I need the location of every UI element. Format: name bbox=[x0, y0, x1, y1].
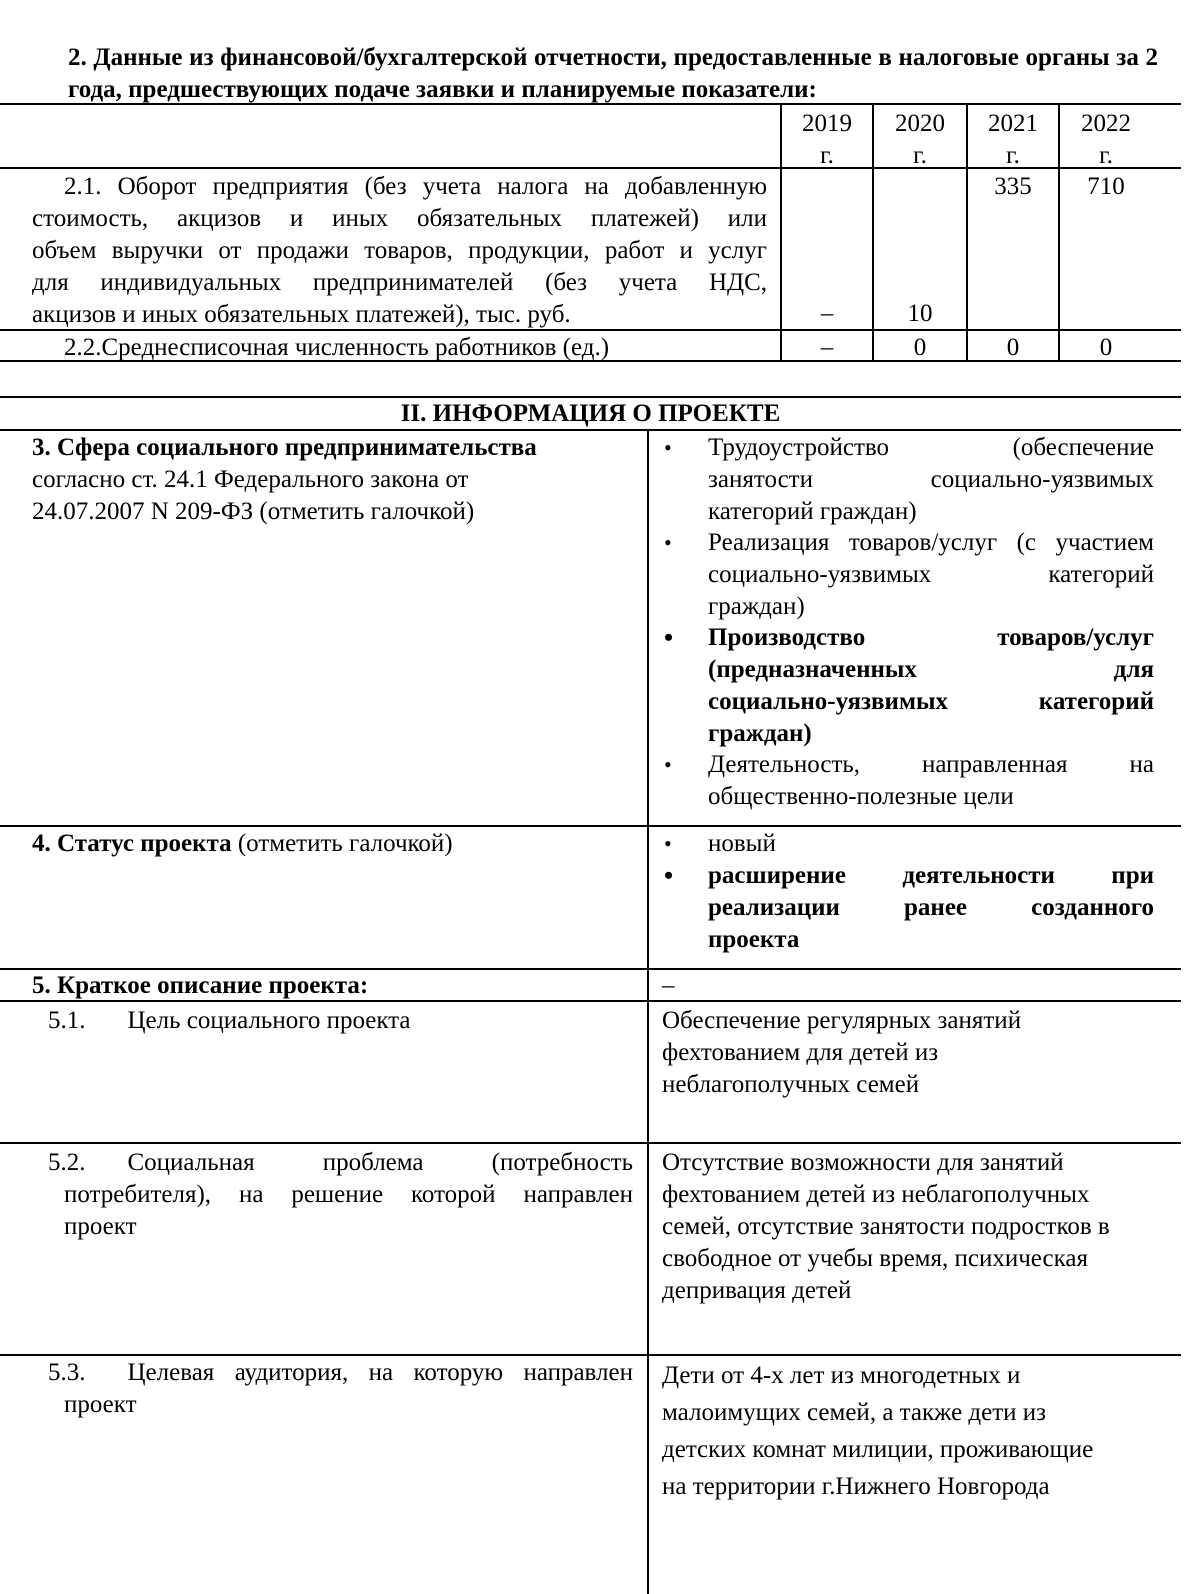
row-2-2-value-2020: 0 bbox=[913, 334, 927, 361]
status-option-expansion-selected: расширение деятельности при реализации ранее созданного проекта bbox=[708, 862, 1154, 953]
bullet-icon: • bbox=[664, 530, 672, 555]
sphere-option-employment: Трудоустройство (обеспечение занятости социально-уязвимых категорий граждан) bbox=[708, 434, 1154, 525]
bullet-icon: • bbox=[664, 435, 672, 460]
row-2-1-value-2022: 710 bbox=[1087, 173, 1125, 200]
project-col-divider bbox=[647, 429, 649, 1594]
row-2-2-value-2022: 0 bbox=[1099, 334, 1113, 361]
item-5-3-label: 5.3. Целевая аудитория, на которую направлен проект bbox=[48, 1359, 633, 1418]
row-2-2-label: 2.2.Среднесписочная численность работников (ед.) bbox=[64, 334, 610, 361]
year-header-2019: 2019 г. bbox=[802, 110, 852, 169]
description-label: 5. Краткое описание проекта: bbox=[32, 972, 369, 999]
bullet-icon: • bbox=[664, 831, 672, 856]
bullet-icon-selected: • bbox=[664, 623, 674, 652]
status-label: 4. Статус проекта (отметить галочкой) bbox=[32, 830, 453, 857]
item-5-3-value: Дети от 4-х лет из многодетных и малоимущих семей, а также дети из детских комнат милиции, проживающие на территории г.Нижнего Новгорода bbox=[662, 1362, 1094, 1500]
description-value: – bbox=[662, 972, 675, 999]
sphere-option-sales: Реализация товаров/услуг (с участием социально-уязвимых категорий граждан) bbox=[708, 529, 1154, 620]
row-divider bbox=[0, 825, 1181, 827]
status-option-new: новый bbox=[708, 830, 776, 857]
row-2-1-label: 2.1. Оборот предприятия (без учета налога на добавленную стоимость, акцизов и иных обязательных платежей) или объем выручки от продажи товаров, продукции, работ и услуг для индивидуальных предпринимателей (без учета НДС, акцизов и иных обязательных платежей), тыс. руб. bbox=[32, 173, 767, 328]
year-header-2020: 2020 г. bbox=[895, 110, 945, 169]
item-5-2-value: Отсутствие возможности для занятий фехтованием детей из неблагополучных семей, отсутствие занятости подростков в свободное от учебы время, психическая депривация детей bbox=[662, 1149, 1110, 1304]
row-divider bbox=[0, 1354, 1181, 1356]
row-divider bbox=[0, 1142, 1181, 1144]
row-2-1-value-2019: – bbox=[820, 300, 834, 327]
year-header-2021: 2021 г. bbox=[988, 110, 1038, 169]
sphere-option-public-benefit: Деятельность, направленная на общественно-полезные цели bbox=[708, 751, 1154, 810]
year-header-2022: 2022 г. bbox=[1081, 110, 1131, 169]
item-5-1-label: 5.1. Цель социального проекта bbox=[48, 1007, 411, 1034]
item-5-1-value: Обеспечение регулярных занятий фехтованием для детей из неблагополучных семей bbox=[662, 1007, 1022, 1098]
item-5-2-label: 5.2. Социальная проблема (потребность потребителя), на решение которой направлен проект bbox=[48, 1149, 633, 1240]
row-2-2-value-2019: – bbox=[820, 334, 834, 361]
sphere-label: 3. Сфера социального предпринимательства согласно ст. 24.1 Федерального закона от 24.07.2007 N 209-ФЗ (отметить галочкой) bbox=[32, 434, 537, 525]
row-2-1-value-2021: 335 bbox=[994, 173, 1032, 200]
bullet-icon: • bbox=[664, 752, 672, 777]
section-2-heading: 2. Данные из финансовой/бухгалтерской отчетности, предоставленные в налоговые органы за 2 года, предшествующих подаче заявки и планируемые показатели: bbox=[68, 44, 1158, 103]
sphere-option-production-selected: Производство товаров/услуг (предназначенных для социально-уязвимых категорий граждан) bbox=[708, 624, 1154, 747]
table-border-top bbox=[0, 103, 1181, 105]
row-2-1-value-2020: 10 bbox=[907, 300, 933, 327]
project-section-title: II. ИНФОРМАЦИЯ О ПРОЕКТЕ bbox=[400, 400, 781, 427]
bullet-icon-selected: • bbox=[664, 861, 674, 890]
row-2-2-value-2021: 0 bbox=[1006, 334, 1020, 361]
